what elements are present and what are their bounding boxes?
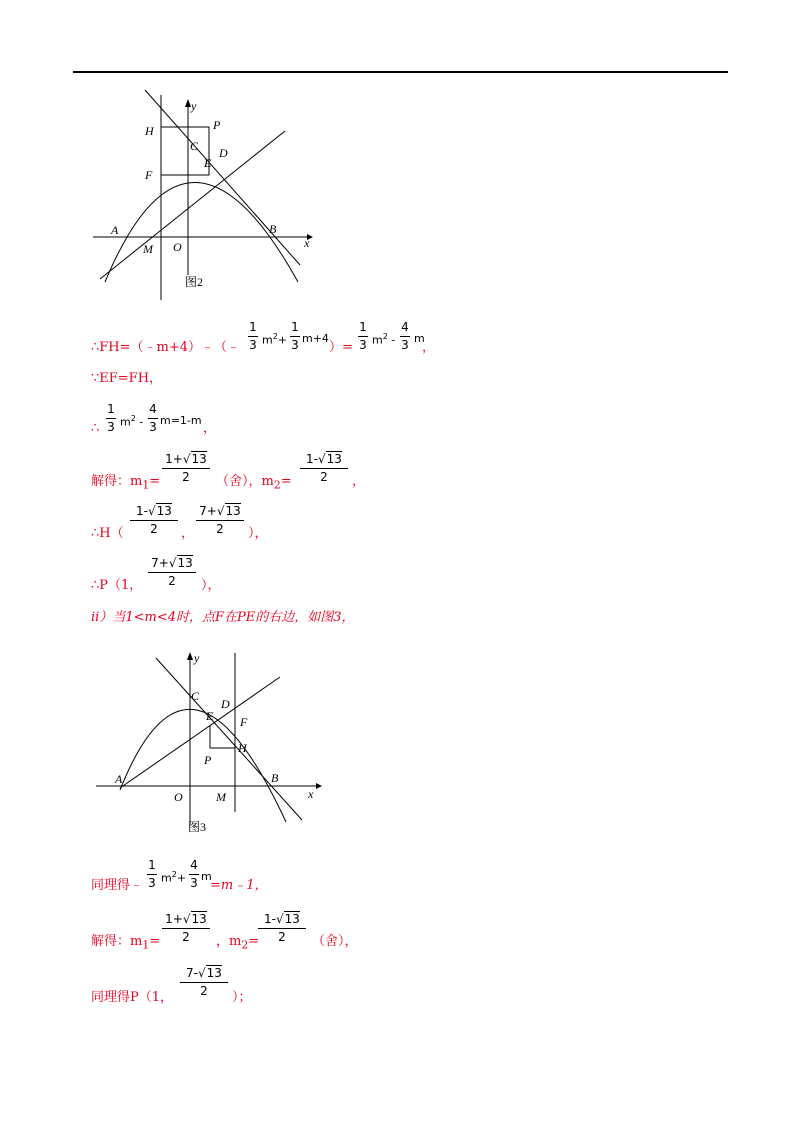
- fig2-label-M: M: [143, 242, 153, 256]
- expr-m-b: m: [201, 870, 212, 883]
- eq-line-9: 解得：$m_1=$: [91, 934, 161, 952]
- fig3-label-H: H: [238, 741, 247, 755]
- frac-1-3-d: 1 3: [107, 402, 115, 434]
- fig3-label-B: B: [271, 771, 279, 785]
- fig2-label-H: H: [145, 124, 154, 138]
- eq-line-10b: ）；: [232, 990, 252, 1005]
- fig2-label-x: x: [304, 236, 310, 250]
- eq-line-2: ∵EF=FH，: [91, 371, 163, 386]
- eq-line-3b: ，: [203, 421, 217, 436]
- fig3-label-A: A: [115, 772, 123, 786]
- eq-line-5c: ），: [248, 526, 268, 541]
- eq-line-3: ∴: [91, 421, 100, 436]
- fig3-label-M: M: [216, 790, 226, 804]
- figure-2: [85, 85, 325, 305]
- fig3-label-O: O: [174, 790, 183, 804]
- fig2-label-F: F: [145, 168, 153, 182]
- fig2-label-P: P: [213, 118, 221, 132]
- eq-line-6: ∴P（1，: [91, 578, 143, 593]
- expr-m2-a: $m^2+$: [262, 332, 288, 347]
- figure-3: [90, 650, 330, 840]
- eq-line-7: ii）当1<m<4时，点F在PE的右边，如图3，: [91, 610, 355, 625]
- fig2-caption: 图2: [185, 275, 204, 289]
- frac-1p-root13-a: 1+√13 2: [162, 452, 210, 485]
- frac-1m-root13-b: 1-√13 2: [130, 504, 178, 537]
- expr-m2-c: $m^2$ -: [120, 414, 144, 429]
- eq-line-8: 同理得﹣: [91, 878, 144, 893]
- frac-4-3-b: 4 3: [149, 402, 157, 434]
- fig3-label-F: F: [240, 715, 248, 729]
- fig2-label-A: A: [111, 223, 119, 237]
- eq-line-1b: ）=: [329, 340, 353, 355]
- eq-line-4e: ，: [352, 474, 366, 489]
- fig2-label-O: O: [173, 240, 182, 254]
- expr-m-a: m: [414, 332, 425, 345]
- frac-1p-root13-b: 1+√13 2: [162, 912, 210, 945]
- fig2-label-B: B: [269, 222, 277, 236]
- frac-1-3-e: 1 3: [148, 858, 156, 890]
- eq-line-4: 解得：$m_1=$: [91, 474, 161, 492]
- frac-1-3-c: 1 3: [359, 320, 367, 352]
- frac-1m-root13-c: 1-√13 2: [258, 912, 306, 945]
- fig2-label-C: C: [190, 139, 199, 153]
- fig3-label-y: y: [194, 651, 200, 665]
- frac-7p-root13-a: 7+√13 2: [196, 504, 244, 537]
- fig3-label-x: x: [308, 787, 314, 801]
- eq-line-9c: ，$m_2=$: [216, 934, 260, 952]
- fig3-caption: 图3: [188, 820, 207, 834]
- frac-1-3-a: 1 3: [249, 320, 257, 352]
- frac-4-3-a: 4 3: [401, 320, 409, 352]
- fig2-label-D: D: [219, 146, 228, 160]
- eq-line-8b: =m﹣1，: [210, 878, 268, 893]
- expr-m-eq-1-m: m=1-m: [160, 414, 202, 427]
- frac-7m-root13: 7-√13 2: [180, 966, 228, 999]
- fig2-label-E: E: [204, 156, 212, 170]
- fig3-label-D: D: [221, 697, 230, 711]
- header-rule: [73, 71, 728, 73]
- frac-1-3-b: 1 3: [291, 320, 299, 352]
- fig3-label-P: P: [204, 753, 212, 767]
- fig3-label-C: C: [191, 689, 200, 703]
- eq-line-1c: ，: [422, 340, 436, 355]
- expr-m2-d: $m^2+$: [161, 870, 187, 885]
- eq-line-6b: ），: [201, 578, 221, 593]
- eq-line-9e: （舍），: [312, 934, 358, 949]
- expr-m2-b: $m^2$ -: [372, 332, 396, 347]
- eq-line-5: ∴H（: [91, 526, 124, 541]
- expr-m-plus-4: m+4: [302, 332, 329, 345]
- eq-line-1: ∴FH=（﹣m+4）﹣（﹣: [91, 340, 241, 355]
- eq-line-4c: （舍），$m_2=$: [216, 474, 292, 492]
- eq-line-5b: ，: [181, 526, 195, 541]
- frac-7p-root13-b: 7+√13 2: [148, 556, 196, 589]
- frac-4-3-c: 4 3: [190, 858, 198, 890]
- frac-1m-root13-a: 1-√13 2: [300, 452, 348, 485]
- fig2-label-y: y: [191, 99, 197, 113]
- eq-line-10: 同理得P（1，: [91, 990, 174, 1005]
- fig3-label-E: E: [206, 709, 214, 723]
